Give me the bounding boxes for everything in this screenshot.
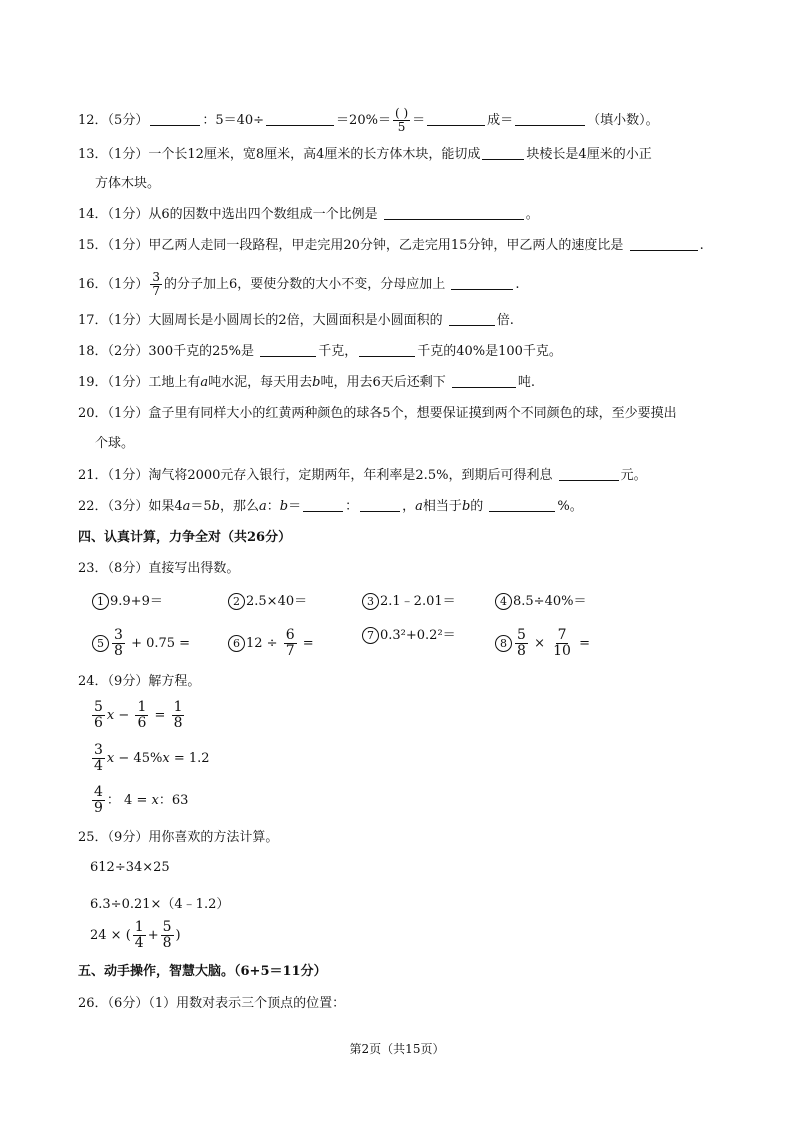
- calc-item-5: 5 $\frac{3}{8}$ + 0.75 =: [92, 628, 190, 659]
- answer-blank[interactable]: [449, 311, 495, 326]
- question-13-cont: 方体木块。: [95, 176, 161, 191]
- question-22: 22．（3分）如果4a＝5b，那么a：b＝ ： ，a相当于b的 %。: [78, 499, 583, 514]
- answer-blank[interactable]: [303, 497, 343, 512]
- answer-blank[interactable]: [150, 111, 200, 126]
- question-21: 21．（1分）淘气将2000元存入银行，定期两年，年利率是2.5%，到期后可得利息 元。: [78, 468, 647, 483]
- fraction[interactable]: $\frac{( )}{5}$: [394, 106, 409, 134]
- answer-blank[interactable]: [360, 497, 400, 512]
- calc-item-6: 6 12 ÷ $\frac{6}{7}$ =: [228, 628, 314, 659]
- answer-blank[interactable]: [489, 497, 555, 512]
- question-19: 19．（1分）工地上有a吨水泥，每天用去b吨，用去6天后还剩下 吨.: [78, 375, 536, 390]
- equation-1: $\frac{5}{6}$ x − $\frac{1}{6}$ = $\frac{1}{8}$: [94, 699, 183, 731]
- calc-item-2: 2 2.5×40＝: [228, 591, 307, 613]
- answer-blank[interactable]: [384, 205, 524, 220]
- expression-2: 6.3÷0.21×（4﹣1.2）: [90, 897, 230, 912]
- fraction: $\frac{3}{7}$: [152, 270, 160, 298]
- question-20-cont: 个球。: [95, 436, 135, 451]
- question-18: 18．（2分）300千克的25%是 千克， 千克的40%是100千克。: [78, 344, 562, 359]
- section-4-heading: 四、认真计算，力争全对（共26分）: [78, 530, 292, 545]
- calc-item-1: 1 9.9+9＝: [92, 591, 163, 613]
- answer-blank[interactable]: [515, 111, 585, 126]
- question-23: 23．（8分）直接写出得数。: [78, 561, 240, 576]
- equation-2: $\frac{3}{4}$ x − 45%x = 1.2: [94, 742, 210, 774]
- answer-blank[interactable]: [559, 466, 619, 481]
- question-20: 20．（1分）盒子里有同样大小的红黄两种颜色的球各5个，想要保证摸到两个不同颜色的球，至少要摸出: [78, 406, 677, 421]
- answer-blank[interactable]: [482, 145, 524, 160]
- calc-item-8: 8 $\frac{5}{8}$ × $\frac{7}{10}$ =: [495, 628, 590, 659]
- calc-item-4: 4 8.5÷40%＝: [495, 591, 586, 613]
- calc-item-7: 7 0.3²+0.2²＝: [362, 625, 456, 647]
- question-13: 13．（1分）一个长12厘米，宽8厘米，高4厘米的长方体木块，能切成 块棱长是4厘米的小正: [78, 147, 652, 162]
- page-footer: 第2页（共15页）: [349, 1042, 445, 1056]
- question-25: 25．（9分）用你喜欢的方法计算。: [78, 830, 279, 845]
- answer-blank[interactable]: [451, 275, 513, 290]
- calc-item-3: 3 2.1﹣2.01＝: [362, 591, 456, 613]
- question-15: 15．（1分）甲乙两人走同一段路程，甲走完用20分钟，乙走完用15分钟，甲乙两人的速度比是 .: [78, 238, 704, 253]
- answer-blank[interactable]: [452, 373, 516, 388]
- question-17: 17．（1分）大圆周长是小圆周长的2倍，大圆面积是小圆面积的 倍.: [78, 313, 514, 328]
- answer-blank[interactable]: [630, 236, 698, 251]
- section-5-heading: 五、动手操作，智慧大脑。（6+5＝11分）: [78, 964, 327, 979]
- question-14: 14．（1分）从6的因数中选出四个数组成一个比例是 。: [78, 207, 539, 222]
- answer-blank[interactable]: [260, 342, 316, 357]
- question-26: 26．（6分）（1）用数对表示三个顶点的位置：: [78, 996, 346, 1011]
- answer-blank[interactable]: [266, 111, 334, 126]
- expression-3: 24 × ( $\frac{1}{4}$ + $\frac{5}{8}$ ): [90, 919, 181, 951]
- question-12: 12．（5分） ：5＝40÷ ＝20%＝ $\frac{( )}{5}$ ＝ 成＝ （填小数）。: [78, 106, 659, 134]
- question-24: 24．（9分）解方程。: [78, 674, 201, 689]
- answer-blank[interactable]: [359, 342, 415, 357]
- answer-blank[interactable]: [427, 111, 485, 126]
- expression-1: 612÷34×25: [90, 860, 170, 875]
- equation-3: $\frac{4}{9}$ ： 4 = x：63: [94, 784, 189, 816]
- question-16: 16．（1分） $\frac{3}{7}$ 的分子加上6，要使分数的大小不变，分母应加上 .: [78, 270, 520, 298]
